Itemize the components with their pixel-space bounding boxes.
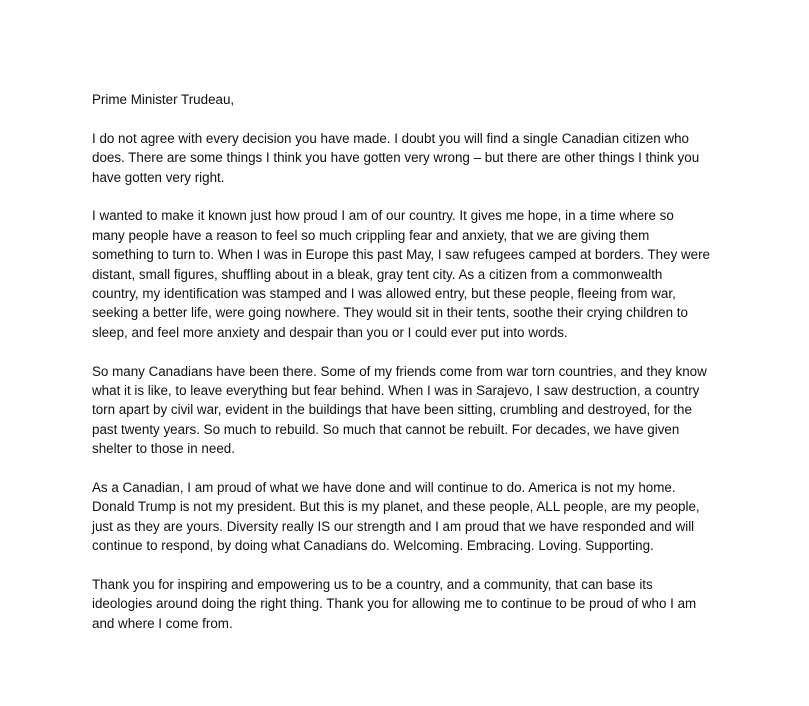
text-line: many people have a reason to feel so much crippling fear and anxiety, that we are giving them (92, 227, 650, 243)
paragraph-5 (92, 575, 732, 633)
text-line: something to turn to. When I was in Europe this past May, I saw refugees camped at borders. They were (92, 247, 711, 263)
text-line: Thank you for inspiring and empowering us to be a country, and a community, that can base its (92, 577, 653, 593)
letter-salutation: Prime Minister Trudeau, (92, 92, 235, 107)
text-line: does. There are some things I think you have gotten very wrong – but there are other things I think you (92, 150, 700, 166)
text-line: distant, small figures, shuffling about in a bleak, gray tent city. As a citizen from a commonwealth (92, 266, 663, 282)
text-line: ideologies around doing the right thing. Thank you for allowing me to continue to be proud of who I am (92, 596, 697, 612)
text-line: I do not agree with every decision you have made. I doubt you will find a single Canadian citizen who (92, 130, 689, 146)
text-line: seeking a better life, were going nowhere. They would sit in their tents, soothe their crying children to (92, 305, 688, 321)
text-line: shelter to those in need. (92, 441, 235, 457)
text-line: sleep, and feel more anxiety and despair than you or I could ever put into words. (92, 324, 568, 340)
text-line: and where I come from. (92, 615, 233, 631)
paragraph-2 (92, 206, 732, 342)
text-line: So many Canadians have been there. Some of my friends come from war torn countries, and they know (92, 363, 707, 379)
paragraph-1 (92, 129, 732, 187)
text-line: have gotten very right. (92, 169, 225, 185)
paragraph-3 (92, 362, 732, 459)
text-line: country, my identification was stamped and I was allowed entry, but these people, fleeing from war, (92, 286, 676, 302)
letter-body (92, 90, 732, 653)
paragraph-4 (92, 478, 732, 556)
text-line: past twenty years. So much to rebuild. So much that cannot be rebuilt. For decades, we have given (92, 421, 680, 437)
text-line: continue to respond, by doing what Canadians do. Welcoming. Embracing. Loving. Supporting. (92, 538, 654, 554)
text-line: I wanted to make it known just how proud I am of our country. It gives me hope, in a time where so (92, 208, 674, 224)
text-line: As a Canadian, I am proud of what we have done and will continue to do. America is not my home. (92, 480, 676, 496)
text-line: Donald Trump is not my president. But this is my planet, and these people, ALL people, are my people, (92, 499, 700, 515)
text-line: torn apart by civil war, evident in the buildings that have been sitting, crumbling and destroyed, for the (92, 402, 692, 418)
text-line: just as they are yours. Diversity really IS our strength and I am proud that we have responded and will (92, 518, 695, 534)
text-line: what it is like, to leave everything but fear behind. When I was in Sarajevo, I saw destruction, a country (92, 383, 700, 399)
